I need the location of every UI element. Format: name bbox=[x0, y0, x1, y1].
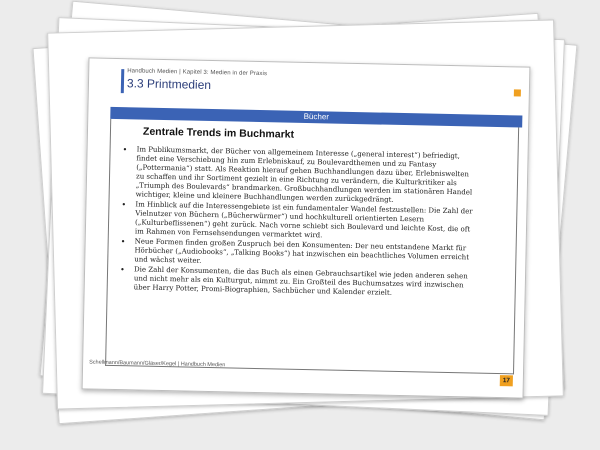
chapter-title: 3.3 Printmedien bbox=[126, 76, 212, 92]
bullet-item: • Im Publikumsmarkt, der Bücher von allgemeinem Interesse („general interest“) befriedigt, findet eine Verschiebung hin zum Erlebniskauf, zu Boulevardthemen und zu Fantasy („Pottermania“) statt. Als Reaktion hierauf gehen Buchhandlungen dazu über, Erlebniswelten zu schaffen und ihr Sortiment gezielt in eine Richtung zu verändern, die Kulturkritiker als „Triumph des Boulevards“ brandmarken. Großbuchhandlungen werden im stationären Handel wichtiger, kleine und kleinere Buchhandlungen werden zurückgedrängt. bbox=[120, 145, 479, 206]
bullet-list bbox=[118, 145, 479, 300]
header-accent-bar bbox=[121, 69, 125, 93]
page-number: 17 bbox=[500, 375, 513, 386]
bullet-item: • Die Zahl der Konsumenten, die das Buch als einen Gebrauchsartikel wie jeden anderen sehen und nicht mehr als ein Kulturgut, nimmt zu. Ein Großteil des Buchumsatzes wird inzwischen über Harry Potter, Promi-Biographien, Sachbücher und Kalender erzielt. bbox=[118, 265, 476, 299]
content-box bbox=[105, 119, 519, 375]
slide-page bbox=[82, 57, 531, 398]
content-heading: Zentrale Trends im Buchmarkt bbox=[142, 125, 295, 141]
bullet-item: • Im Hinblick auf die Interessengebiete ist ein fundamentaler Wandel festzustellen: Die Zahl der Vielnutzer von Büchern („Bücherwürmer“) und hochkulturell orientierten Lesern („Kulturbeflissenen“) geht zurück. Nach vorne schiebt sich Boulevard und leichte Kost, die oft im Rahmen von Fernsehsendungen vermarktet wird. bbox=[119, 200, 478, 243]
orange-marker bbox=[514, 89, 521, 96]
section-title-bar: Bücher bbox=[110, 107, 522, 128]
footer-authors: Schellmann/Baumann/Gläser/Kegel | Handbuch Medien bbox=[89, 359, 226, 369]
breadcrumb: Handbuch Medien | Kapitel 3: Medien in der Praxis bbox=[127, 68, 268, 78]
bullet-item: • Neue Formen finden großen Zuspruch bei den Konsumenten: Der neu entstandene Markt für Hörbücher („Audiobooks“, „Talking Books“) hat inzwischen ein beachtliches Volumen erreicht und wächst weiter. bbox=[118, 237, 476, 271]
